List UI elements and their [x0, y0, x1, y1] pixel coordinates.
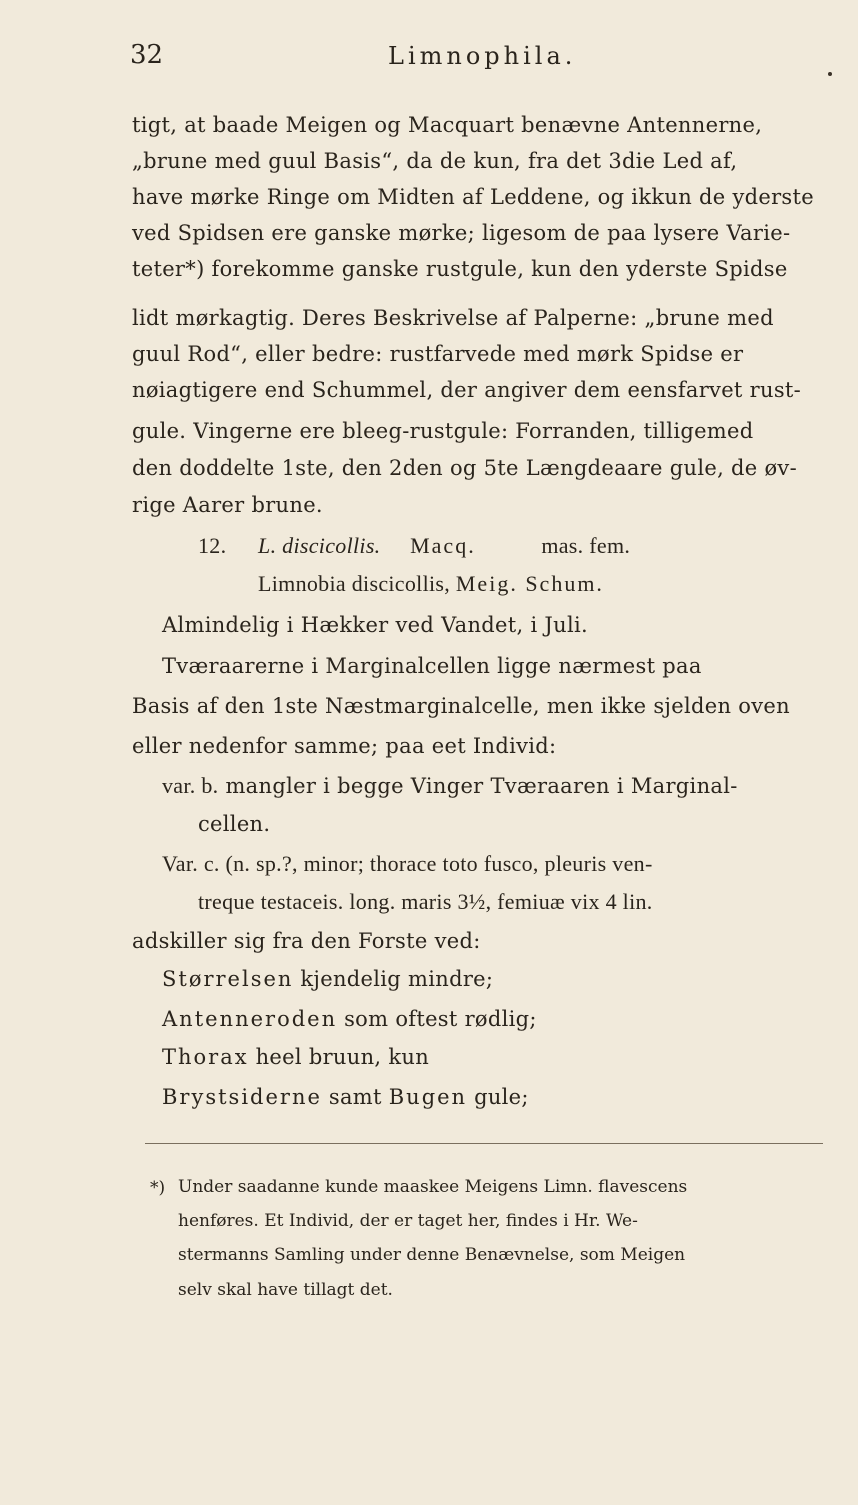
body-line: guul Rod“, eller bedre: rustfarvede med mørk Spidse er [132, 342, 744, 366]
difference-text: samt [328, 1085, 382, 1109]
differences-intro: adskiller sig fra den Forste ved: [132, 929, 481, 953]
difference-item [162, 966, 854, 992]
difference-item [162, 1044, 854, 1070]
footnote-line: Under saadanne kunde maaskee Meigens Limn. flavescens [178, 1177, 688, 1197]
body-line: „brune med guul Basis“, da de kun, fra det 3die Led af, [132, 149, 738, 173]
difference-item [162, 1006, 854, 1032]
variety-b-line2: cellen. [198, 812, 271, 836]
habitat-line: Almindelig i Hækker ved Vandet, i Juli. [162, 613, 588, 637]
variety-b [162, 773, 854, 799]
difference-term: Bugen [388, 1085, 468, 1109]
body-line: teter*) forekomme ganske rustgule, kun den yderste Spidse [132, 257, 788, 281]
body-line: den doddelte 1ste, den 2den og 5te Længdeaare gule, de øv- [132, 456, 797, 480]
footnote-mark: *) [150, 1178, 166, 1198]
species-heading [198, 533, 858, 559]
difference-text: kjendelig mindre; [300, 967, 494, 991]
footnote-line: stermanns Samling under denne Benævnelse, som Meigen [178, 1245, 686, 1265]
difference-term: Brystsiderne [162, 1085, 322, 1109]
variety-c-line1: Var. c. (n. sp.?, minor; thorace toto fusco, pleuris ven- [162, 851, 653, 876]
species-number: 12. [198, 533, 227, 558]
variety-c-line2: treque testaceis. long. maris 3½, femiuæ vix 4 lin. [198, 889, 653, 914]
body-line: ved Spidsen ere ganske mørke; ligesom de paa lysere Varie- [132, 221, 791, 245]
synonym-name: Limnobia discicollis, [258, 571, 451, 596]
difference-term: Størrelsen [162, 967, 294, 991]
difference-item [162, 1084, 854, 1110]
body-line: tigt, at baade Meigen og Macquart benævne Antennerne, [132, 113, 763, 137]
species-author: Macq. [410, 533, 476, 558]
running-title: Limnophila. [388, 42, 577, 70]
synonym-line [258, 571, 858, 597]
body-line: nøiagtigere end Schummel, der angiver dem eensfarvet rust- [132, 378, 802, 402]
species-name: L. discicollis. [258, 533, 381, 558]
habitat-line: eller nedenfor samme; paa eet Individ: [132, 734, 557, 758]
footnote-line: henføres. Et Individ, der er taget her, findes i Hr. We- [178, 1211, 638, 1231]
variety-b-label: var. b. [162, 773, 219, 798]
footnote-line: selv skal have tillagt det. [178, 1280, 393, 1300]
difference-text: som oftest rødlig; [344, 1007, 537, 1031]
body-line: rige Aarer brune. [132, 493, 323, 517]
difference-text: gule; [474, 1085, 529, 1109]
habitat-line: Tværaarerne i Marginalcellen ligge nærmest paa [162, 654, 702, 678]
page-number: 32 [130, 40, 164, 70]
habitat-line: Basis af den 1ste Næstmarginalcelle, men ikke sjelden oven [132, 694, 790, 718]
synonym-authors: Meig. Schum. [455, 571, 604, 596]
difference-text: heel bruun, kun [255, 1045, 430, 1069]
body-line: gule. Vingerne ere bleeg-rustgule: Forranden, tilligemed [132, 419, 754, 443]
body-line: have mørke Ringe om Midten af Leddene, og ikkun de yderste [132, 185, 814, 209]
body-line: lidt mørkagtig. Deres Beskrivelse af Palperne: „brune med [132, 306, 774, 330]
difference-term: Thorax [162, 1045, 249, 1069]
difference-term: Antenneroden [162, 1007, 338, 1031]
variety-b-text: mangler i begge Vinger Tværaaren i Marginal- [225, 774, 738, 798]
species-sexes: mas. fem. [541, 533, 631, 558]
ink-speck [828, 72, 832, 76]
footnote-rule [145, 1143, 823, 1144]
running-header [0, 40, 858, 80]
